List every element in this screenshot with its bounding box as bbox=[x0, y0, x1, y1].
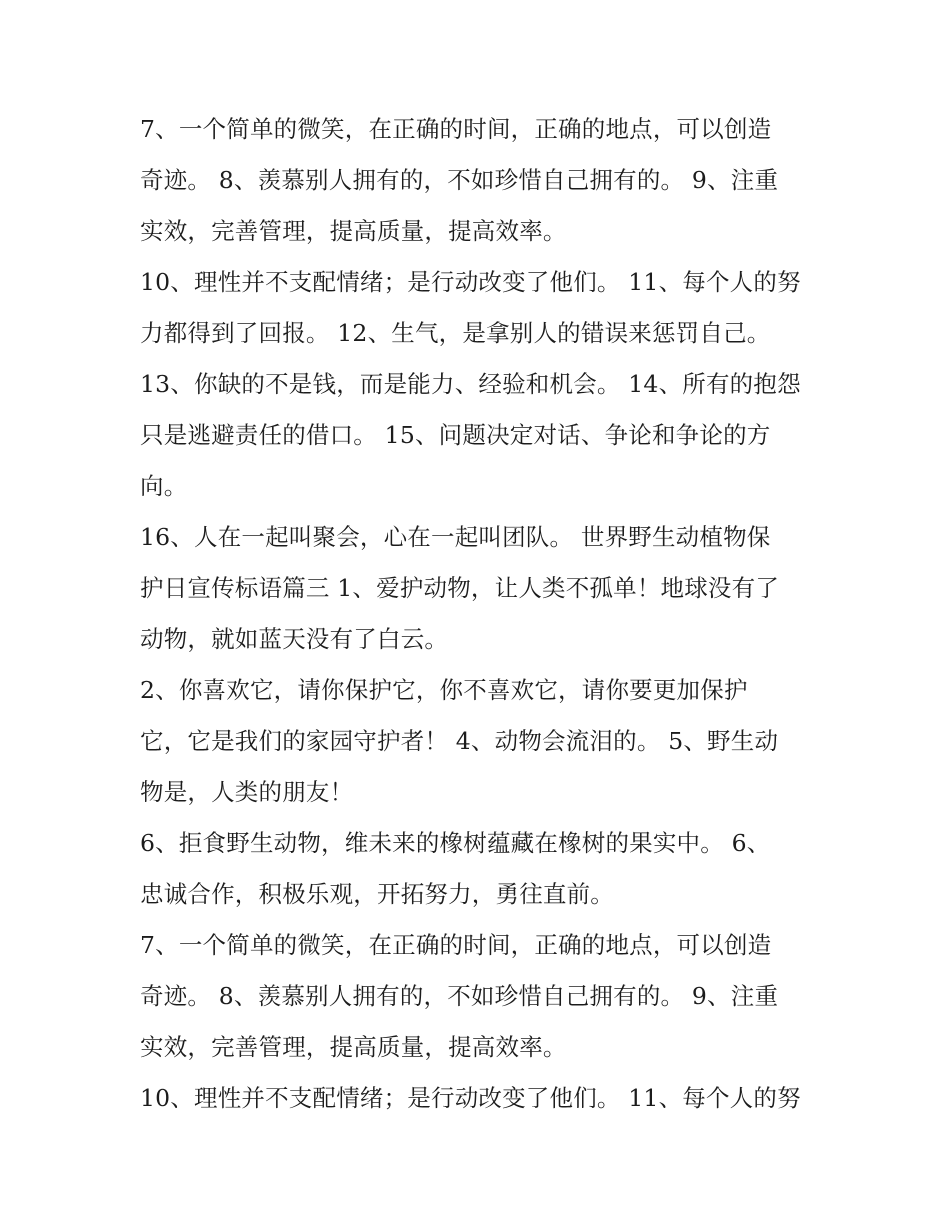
text-line: 动物，就如蓝天没有了白云。 bbox=[140, 625, 449, 653]
text-line: 10、理性并不支配情绪；是行动改变了他们。 11、每个人的努 bbox=[140, 1084, 801, 1112]
text-line: 向。 bbox=[140, 472, 188, 500]
text-line: 2、你喜欢它，请你保护它，你不喜欢它，请你要更加保护 bbox=[140, 676, 748, 704]
text-line: 16、人在一起叫聚会，心在一起叫团队。 世界野生动植物保 bbox=[140, 523, 771, 551]
text-line: 力都得到了回报。 12、生气，是拿别人的错误来惩罚自己。 bbox=[140, 319, 771, 347]
text-line: 7、一个简单的微笑，在正确的时间，正确的地点，可以创造 bbox=[140, 115, 772, 143]
text-line: 护日宣传标语篇三 1、爱护动物，让人类不孤单！地球没有了 bbox=[140, 574, 780, 602]
text-line: 实效，完善管理，提高质量，提高效率。 bbox=[140, 1033, 567, 1061]
text-line: 13、你缺的不是钱，而是能力、经验和机会。 14、所有的抱怨 bbox=[140, 370, 801, 398]
text-line: 只是逃避责任的借口。 15、问题决定对话、争论和争论的方 bbox=[140, 421, 771, 449]
text-line: 奇迹。 8、羡慕别人拥有的，不如珍惜自己拥有的。 9、注重 bbox=[140, 166, 779, 194]
text-line: 6、拒食野生动物，维未来的橡树蕴藏在橡树的果实中。 6、 bbox=[140, 829, 771, 857]
text-line: 7、一个简单的微笑，在正确的时间，正确的地点，可以创造 bbox=[140, 931, 772, 959]
document-body bbox=[140, 104, 820, 1124]
text-line: 忠诚合作，积极乐观，开拓努力，勇往直前。 bbox=[140, 880, 614, 908]
text-line: 实效，完善管理，提高质量，提高效率。 bbox=[140, 217, 567, 245]
text-line: 10、理性并不支配情绪；是行动改变了他们。 11、每个人的努 bbox=[140, 268, 801, 296]
text-line: 物是，人类的朋友！ bbox=[140, 778, 354, 806]
text-line: 奇迹。 8、羡慕别人拥有的，不如珍惜自己拥有的。 9、注重 bbox=[140, 982, 779, 1010]
text-line: 它，它是我们的家园守护者！ 4、动物会流泪的。 5、野生动 bbox=[140, 727, 779, 755]
